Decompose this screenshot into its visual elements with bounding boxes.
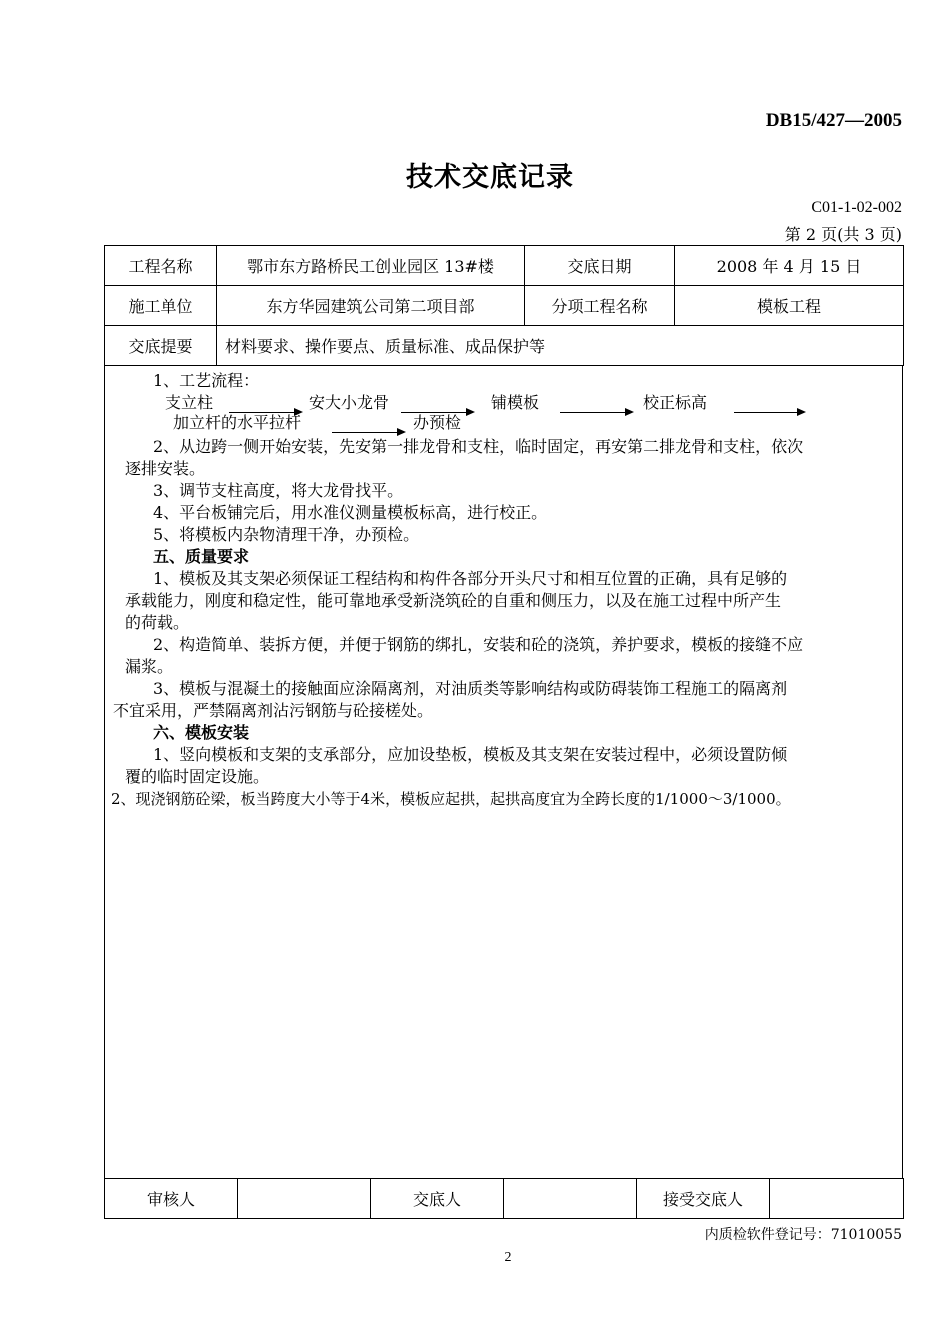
flow-arrow-icon <box>332 432 404 433</box>
quality-2-line-2: 漏浆。 <box>125 657 174 676</box>
install-2: 2、现浇钢筋砼梁，板当跨度大小等于4米，模板应起拱，起拱高度宜为全跨长度的1/1000～3/1000。 <box>111 790 791 808</box>
registration-number: 内质检软件登记号：71010055 <box>704 1227 902 1243</box>
summary-label: 交底提要 <box>105 326 217 366</box>
page-number: 2 <box>504 1250 512 1265</box>
info-row-summary <box>105 326 904 366</box>
para-5: 5、将模板内杂物清理干净，办预检。 <box>153 525 420 544</box>
project-name-value: 鄂市东方路桥民工创业园区 13#楼 <box>217 246 525 286</box>
reviewer-field[interactable] <box>238 1179 371 1219</box>
contractor-value: 东方华园建筑公司第二项目部 <box>217 286 525 326</box>
project-name-label: 工程名称 <box>105 246 217 286</box>
receiver-label: 接受交底人 <box>637 1179 770 1219</box>
discloser-label: 交底人 <box>371 1179 504 1219</box>
info-row-project <box>105 246 904 286</box>
flow-step-2: 安大小龙骨 <box>309 393 390 412</box>
quality-1-line-2: 承载能力，刚度和稳定性，能可靠地承受新浇筑砼的自重和侧压力，以及在施工过程中所产生 <box>125 591 782 610</box>
summary-value: 材料要求、操作要点、质量标准、成品保护等 <box>217 326 904 366</box>
content-area <box>104 366 903 1179</box>
flow-step-6: 办预检 <box>413 413 462 432</box>
section-5-title: 五、质量要求 <box>153 547 250 566</box>
flow-step-1: 支立柱 <box>165 393 214 412</box>
flow-step-3: 铺模板 <box>491 393 540 412</box>
document-title: 技术交底记录 <box>406 162 574 193</box>
quality-1-line-3: 的荷载。 <box>125 613 190 632</box>
signature-row <box>105 1179 904 1219</box>
form-code: C01-1-02-002 <box>811 199 902 216</box>
date-value: 2008 年 4 月 15 日 <box>675 246 904 286</box>
subproject-value: 模板工程 <box>675 286 904 326</box>
install-1-line-2: 覆的临时固定设施。 <box>125 767 270 786</box>
reviewer-label: 审核人 <box>105 1179 238 1219</box>
install-1-line-1: 1、竖向模板和支架的支承部分，应加设垫板，模板及其支架在安装过程中，必须设置防倾 <box>153 745 788 764</box>
subproject-label: 分项工程名称 <box>525 286 675 326</box>
page-info: 第 2 页(共 3 页) <box>784 225 902 244</box>
discloser-field[interactable] <box>504 1179 637 1219</box>
quality-3-line-2: 不宜采用，严禁隔离剂沾污钢筋与砼接槎处。 <box>113 701 434 720</box>
para-4: 4、平台板铺完后，用水准仪测量模板标高，进行校正。 <box>153 503 548 522</box>
receiver-field[interactable] <box>770 1179 904 1219</box>
info-table <box>104 245 904 366</box>
flow-step-4: 校正标高 <box>643 393 708 412</box>
flow-step-5: 加立杆的水平拉杆 <box>173 413 302 432</box>
signature-table <box>104 1178 904 1219</box>
date-label: 交底日期 <box>525 246 675 286</box>
quality-1-line-1: 1、模板及其支架必须保证工程结构和构件各部分开头尺寸和相互位置的正确，具有足够的 <box>153 569 788 588</box>
quality-3-line-1: 3、模板与混凝土的接触面应涂隔离剂，对油质类等影响结构或防碍装饰工程施工的隔离剂 <box>153 679 788 698</box>
flow-arrow-icon <box>734 412 804 413</box>
para-2-line-1: 2、从边跨一侧开始安装，先安第一排龙骨和支柱，临时固定，再安第二排龙骨和支柱，依次 <box>153 437 804 456</box>
para-2-line-2: 逐排安装。 <box>125 459 206 478</box>
standard-code: DB15/427—2005 <box>765 110 902 131</box>
info-row-contractor <box>105 286 904 326</box>
section-6-title: 六、模板安装 <box>153 723 250 742</box>
quality-2-line-1: 2、构造简单、装拆方便，并便于钢筋的绑扎，安装和砼的浇筑，养护要求，模板的接缝不应 <box>153 635 804 654</box>
para-3: 3、调节支柱高度，将大龙骨找平。 <box>153 481 404 500</box>
flow-arrow-icon <box>560 412 632 413</box>
process-heading: 1、工艺流程： <box>153 371 260 390</box>
contractor-label: 施工单位 <box>105 286 217 326</box>
